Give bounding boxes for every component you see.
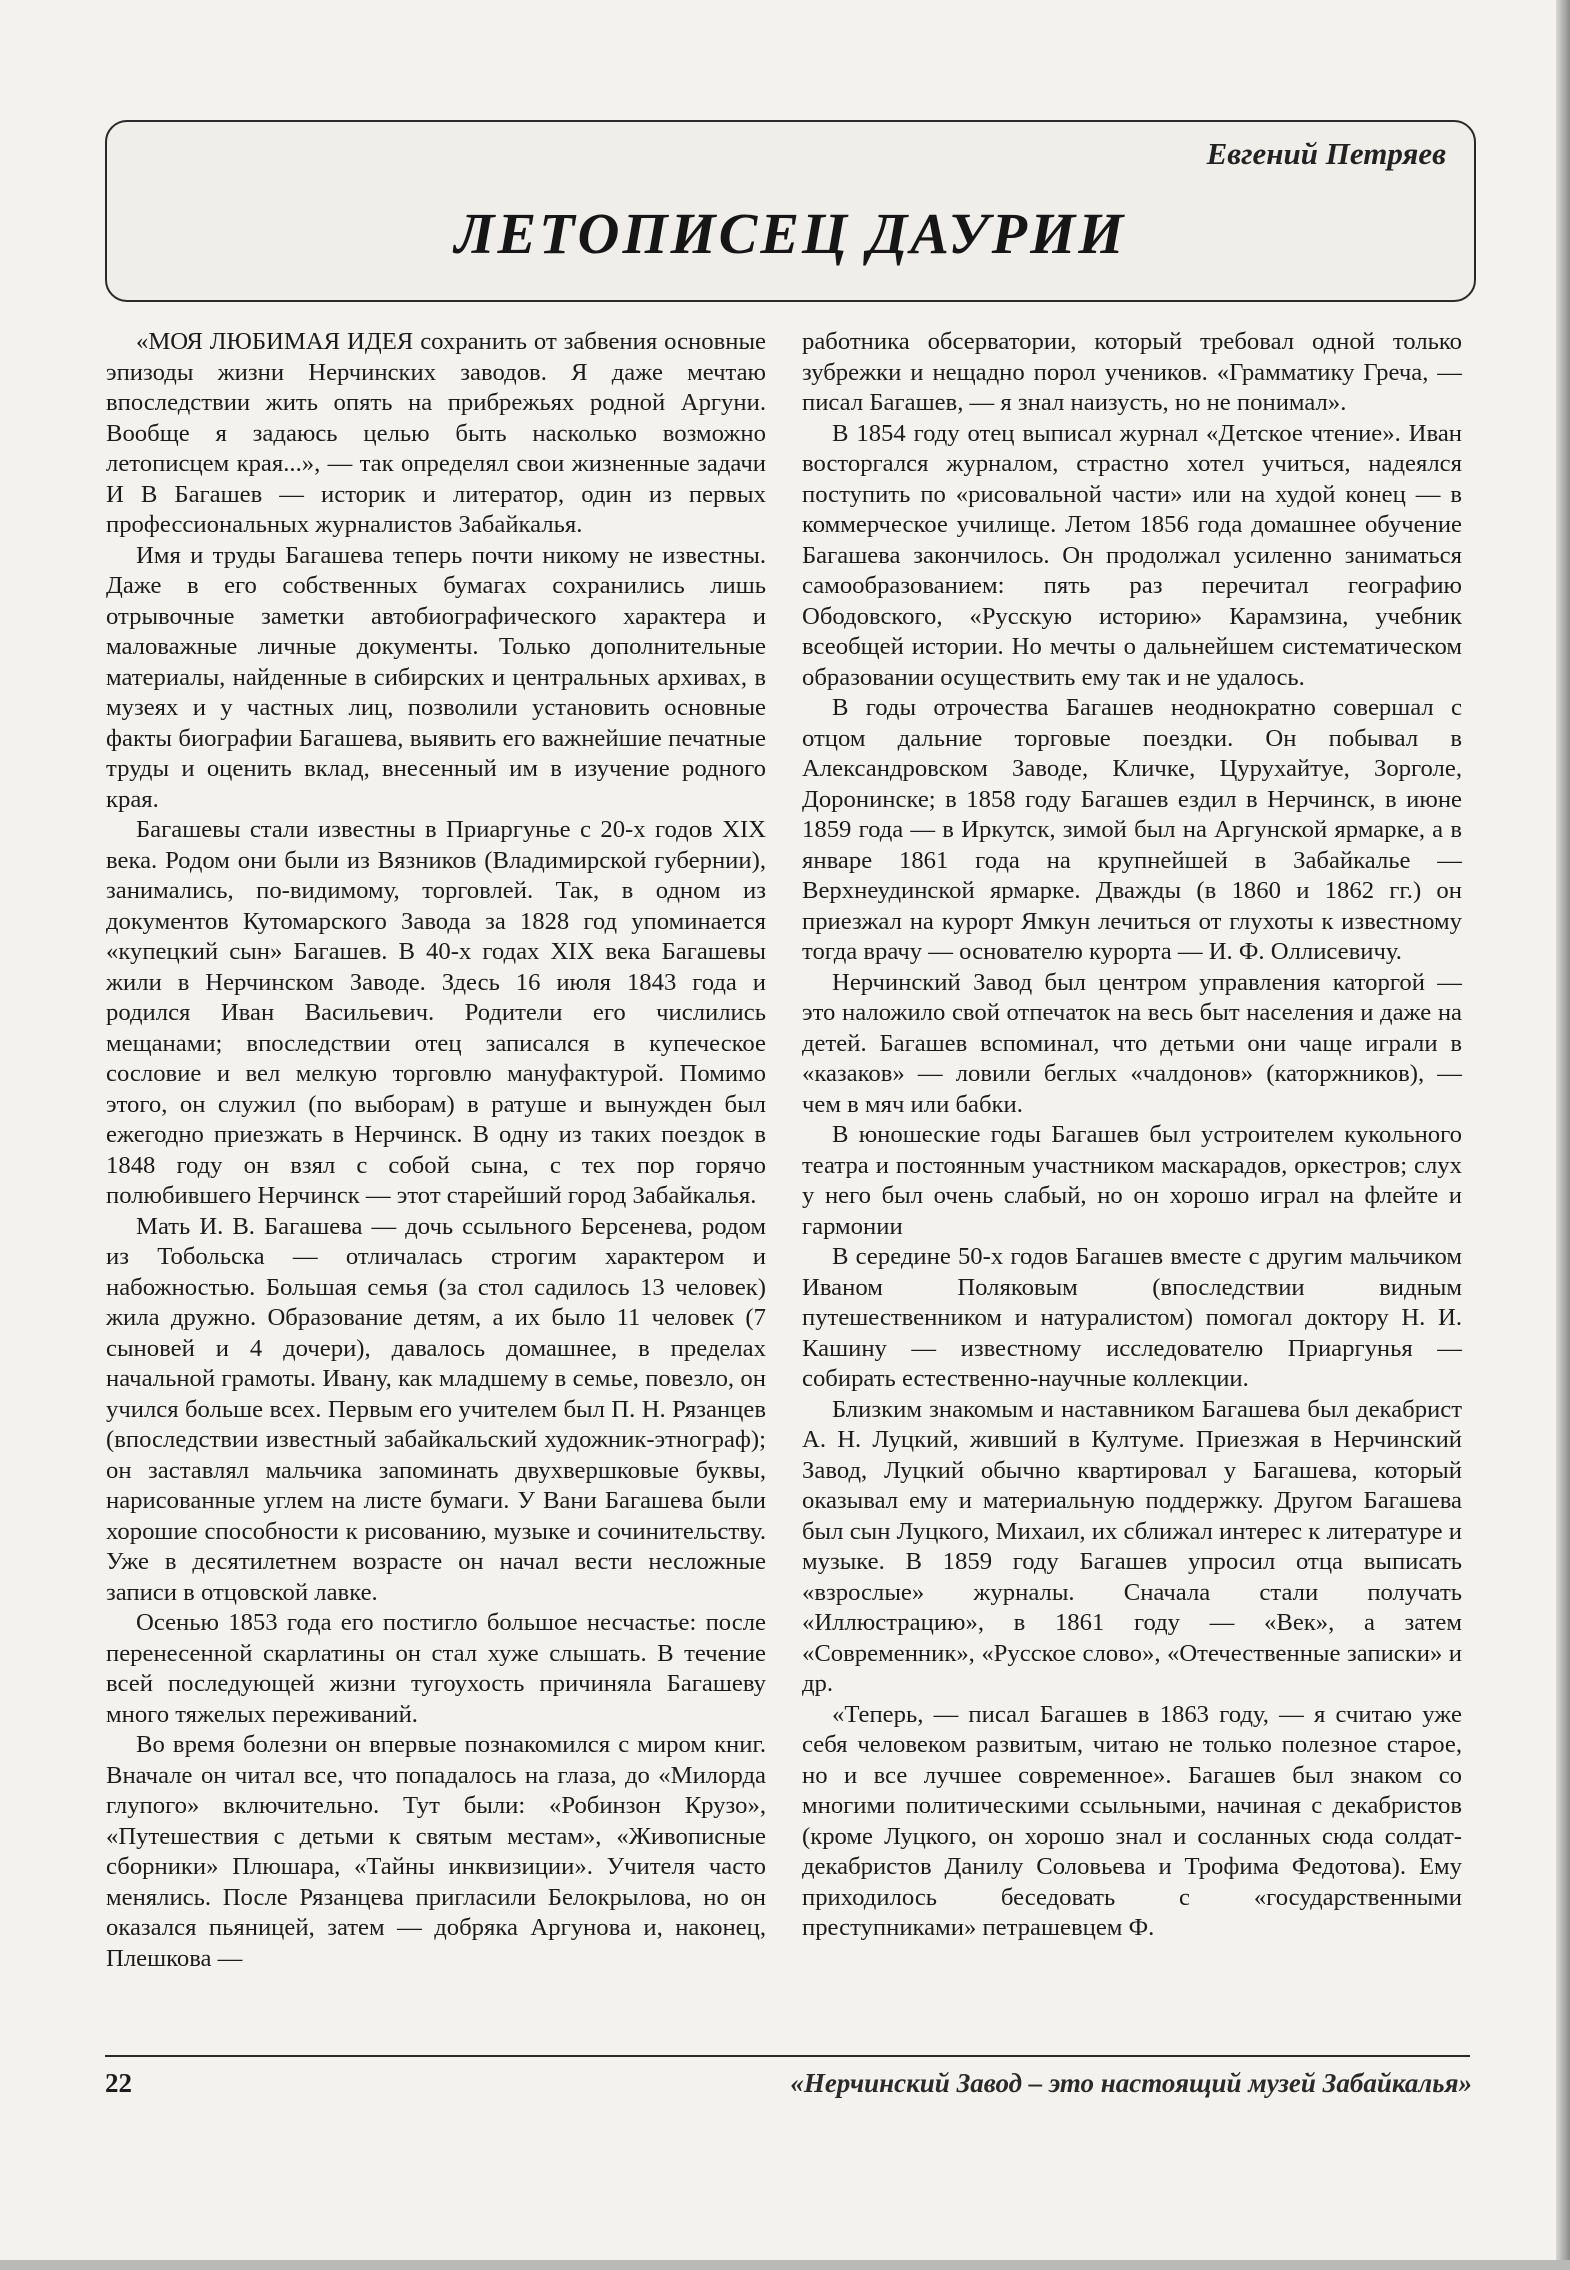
paragraph: В юношеские годы Багашев был устроителем кукольного театра и постоянным участником маскарадов, оркестров; слух у него был очень слабый, но он хорошо играл на флейте и гармонии (802, 1121, 1462, 1240)
title-box (105, 120, 1476, 302)
article-title: ЛЕТОПИСЕЦ ДАУРИИ (454, 201, 1127, 266)
footer-rule (105, 2055, 1470, 2057)
paragraph: «Теперь, — писал Багашев в 1863 году, — я считаю уже себя человеком развитым, читаю не только полезное старое, но и все лучшее современное». Багашев был знаком со многими политическими ссыльными, начиная с декабристов (кроме Луцкого, он хорошо знал и сосланных сюда солдат-декабристов Данилу Соловьева и Трофима Федотова). Ему приходилось беседовать с «государственными преступниками» петрашевцем Ф. (802, 1700, 1462, 1941)
paragraph: В середине 50-х годов Багашев вместе с другим мальчиком Иваном Поляковым (впоследствии видным путешественником и натуралистом) помогал доктору Н. И. Кашину — известному исследователю Приаргунья — собирать естественно-научные коллекции. (802, 1243, 1462, 1392)
right-column (802, 327, 1462, 1944)
page-edge-shadow (1556, 0, 1570, 2270)
author-name: Евгений Петряев (1206, 136, 1446, 171)
paragraph: Осенью 1853 года его постигло большое несчастье: после перенесенной скарлатины он стал хуже слышать. В течение всей последующей жизни тугоухость причиняла Багашеву много тяжелых переживаний. (106, 1609, 766, 1728)
paragraph: Нерчинский Завод был центром управления каторгой — это наложило свой отпечаток на весь быт населения и даже на детей. Багашев вспоминал, что детьми они чаще играли в «казаков» — ловили беглых «чалдонов» (каторжников), — чем в мяч или бабки. (802, 968, 1462, 1118)
paragraph: В годы отрочества Багашев неоднократно совершал с отцом дальние торговые поездки. Он побывал в Александровском Заводе, Кличке, Цурухайтуе, Зорголе, Доронинске; в 1858 году Багашев ездил в Нерчинск, в июне 1859 года — в Иркутск, зимой был на Аргунской ярмарке, а в январе 1861 года на крупнейшей в Забайкалье — Верхнеудинской ярмарке. Дважды (в 1860 и 1862 гг.) он приезжал на курорт Ямкун лечиться от глухоты к известному тогда врачу — основателю курорта — И. Ф. Оллисевичу. (802, 694, 1462, 965)
paragraph: «МОЯ ЛЮБИМАЯ ИДЕЯ сохранить от забвения основные эпизоды жизни Нерчинских заводов. Я даже мечтаю впоследствии жить опять на прибрежьях родной Аргуни. Вообще я задаюсь целью быть насколько возможно летописцем края...», — так определял свои жизненные задачи И В Багашев — историк и литератор, один из первых профессиональных журналистов Забайкалья. (106, 328, 766, 538)
left-column (106, 327, 766, 1974)
paragraph: Близким знакомым и наставником Багашева был декабрист А. Н. Луцкий, живший в Култуме. Приезжая в Нерчинский Завод, Луцкий обычно квартировал у Багашева, который оказывал ему и материальную поддержку. Другом Багашева был сын Луцкого, Михаил, их сближал интерес к литературе и музыке. В 1859 году Багашев упросил отца выписать «взрослые» журналы. Сначала стали получать «Иллюстрацию», в 1861 году — «Век», а затем «Современник», «Русское слово», «Отечественные записки» и др. (802, 1395, 1462, 1697)
page-bottom-edge (0, 2260, 1570, 2270)
paragraph: Мать И. В. Багашева — дочь ссыльного Берсенева, родом из Тобольска — отличалась строгим характером и набожностью. Большая семья (за стол садилось 13 человек) жила дружно. Образование детям, а их было 11 человек (7 сыновей и 4 дочери), давалось домашнее, в пределах начальной грамоты. Ивану, как младшему в семье, повезло, он учился больше всех. Первым его учителем был П. Н. Рязанцев (впоследствии известный забайкальский художник-этнограф); он заставлял мальчика запоминать двухвершковые буквы, нарисованные углем на листе бумаги. У Вани Багашева были хорошие способности к рисованию, музыке и сочинительству. Уже в десятилетнем возрасте он начал вести несложные записи в отцовской лавке. (106, 1212, 766, 1606)
paragraph: Имя и труды Багашева теперь почти никому не известны. Даже в его собственных бумагах сохранились лишь отрывочные заметки автобиографического характера и маловажные личные документы. Только дополнительные материалы, найденные в сибирских и центральных архивах, в музеях и у частных лиц, позволили установить основные факты биографии Багашева, выявить его важнейшие печатные труды и оценить вклад, внесенный им в изучение родного края. (106, 541, 766, 813)
paragraph: В 1854 году отец выписал журнал «Детское чтение». Иван восторгался журналом, страстно хотел учиться, надеялся поступить по «рисовальной части» или на худой конец — в коммерческое училище. Летом 1856 года домашнее обучение Багашева закончилось. Он продолжал усиленно заниматься самообразованием: пять раз перечитал географию Ободовского, «Русскую историю» Карамзина, учебник всеобщей истории. Но мечты о дальнейшем систематическом образовании осуществить ему так и не удалось. (802, 419, 1462, 691)
running-footer-title: «Нерчинский Завод – это настоящий музей Забайкалья» (790, 2068, 1472, 2098)
page-number: 22 (105, 2068, 132, 2098)
paragraph: Багашевы стали известны в Приаргунье с 20-х годов XIX века. Родом они были из Вязников (Владимирской губернии), занимались, по-видимому, торговлей. Так, в одном из документов Кутомарского Завода за 1828 год упоминается «купецкий сын» Багашев. В 40-х годах XIX века Багашевы жили в Нерчинском Заводе. Здесь 16 июля 1843 года и родился Иван Васильевич. Родители его числились мещанами; впоследствии отец записался в купеческое сословие и вел мелкую торговлю мануфактурой. Помимо этого, он служил (по выборам) в ратуше и вынужден был ежегодно приезжать в Нерчинск. В одну из таких поездок в 1848 году он взял с собой сына, с тех пор горячо полюбившего Нерчинск — этот старейший город Забайкалья. (106, 816, 766, 1209)
paragraph: работника обсерватории, который требовал одной только зубрежки и нещадно порол учеников. «Грамматику Греча, — писал Багашев, — я знал наизусть, но не понимал». (802, 328, 1462, 416)
paragraph: Во время болезни он впервые познакомился с миром книг. Вначале он читал все, что попадалось на глаза, до «Милорда глупого» включительно. Тут были: «Робинзон Крузо», «Путешествия с детьми к святым местам», «Живописные сборники» Плюшара, «Тайны инквизиции». Учителя часто менялись. После Рязанцева пригласили Белокрылова, но он оказался пьяницей, затем — добряка Аргунова и, наконец, Плешкова — (106, 1731, 766, 1972)
